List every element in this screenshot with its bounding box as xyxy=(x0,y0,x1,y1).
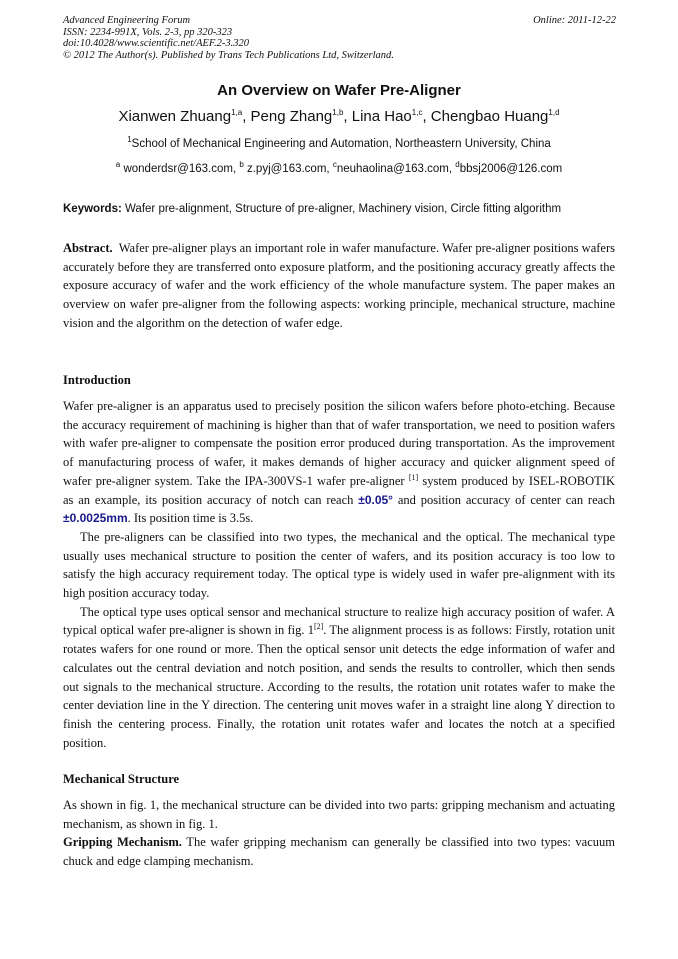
gripping-text: The wafer gripping mechanism can generally be classified into two types: vacuum chuck and edge clamping mechanism. xyxy=(63,835,615,869)
intro-paragraph-2: The pre-aligners can be classified into two types, the mechanical and the optical. The mechanical type usually uses mechanical structure to position the center of wafers, and its position accuracy is too low to satisfy the high accuracy requirement today. The optical type is widely used in wafer pre-alignment with its high position accuracy today. xyxy=(63,529,615,601)
email-list: $^a$ wonderdsr@163.com, $^b$ z.pyj@163.com, $^c$neuhaolina@163.com, $^d$bbsj2006@126.com xyxy=(115,160,563,175)
journal-name: Advanced Engineering Forum xyxy=(63,15,191,26)
author-name: Lina Hao xyxy=(351,108,412,125)
issn-line: ISSN: 2234-991X, Vols. 2-3, pp 320-323 xyxy=(63,26,233,38)
center-accuracy-value: ±0.0025mm xyxy=(63,511,128,526)
paper-title: An Overview on Wafer Pre-Aligner xyxy=(217,82,461,99)
keywords xyxy=(63,203,618,215)
keywords-label: Keywords: xyxy=(63,203,122,215)
mech-paragraph-2 xyxy=(63,833,615,870)
intro-p1-text: and position accuracy of center can reach xyxy=(392,492,615,507)
intro-p1-text: . Its position time is 3.5s. xyxy=(127,511,254,526)
author-sup: 1,b xyxy=(332,108,344,117)
affiliation-sup: 1 xyxy=(127,135,132,145)
abstract-text: Wafer pre-aligner plays an important role in wafer manufacture. Wafer pre-aligner positions wafers accurately before they are transferred onto exposure platform, and the positioning accuracy greatly affects the exposure accuracy of wafer and the work efficiency of the whole manufacture system. The paper makes an overview on wafer pre-aligner from the following aspects: working principle, mechanical structure, machine vision and the algorithm on the detection of wafer edge. xyxy=(63,241,615,330)
email-link[interactable]: neuhaolina@163.com xyxy=(336,163,449,175)
email-link[interactable]: z.pyj@163.com xyxy=(246,163,327,175)
journal-header xyxy=(63,15,616,61)
mech-paragraph-1: As shown in fig. 1, the mechanical structure can be divided into two parts: gripping mechanism and actuating mechanism, as shown in fig. 1. xyxy=(63,798,615,831)
author-sup: 1,d xyxy=(548,108,560,117)
notch-accuracy-value: ±0.05° xyxy=(358,492,393,507)
affiliation xyxy=(0,135,678,150)
mechanical-heading: Mechanical Structure xyxy=(63,772,180,786)
online-date: Online: 2011-12-22 xyxy=(533,15,616,26)
citation-ref[interactable]: [1] xyxy=(408,472,419,482)
author-name: Peng Zhang xyxy=(250,108,333,125)
copyright-line: © 2012 The Author(s). Published by Trans Tech Publications Ltd, Switzerland. xyxy=(63,49,394,61)
email-sup: d xyxy=(455,160,460,170)
author-list: Xianwen Zhuang$^{1,a}$, Peng Zhang$^{1,b}$, Lina Hao$^{1,c}$, Chengbao Huang$^{1,d}$ xyxy=(118,108,560,125)
gripping-label: Gripping Mechanism. xyxy=(63,835,182,850)
email-link[interactable]: wonderdsr@163.com xyxy=(123,163,233,175)
intro-paragraph-3 xyxy=(63,603,615,753)
doi-line: doi:10.4028/www.scientific.net/AEF.2-3.320 xyxy=(63,38,249,49)
intro-p3-text: . The alignment process is as follows: Firstly, rotation unit rotates wafers for one round or more. Then the optical sensor unit detects the edge information of wafer and calculates out the central deviation and notch position, and sends the results to controller, which then sends out signals to the mechanical structure. According to the results, the rotation unit rotates wafer to make the center deviation line in the Y direction. The centering unit moves wafer in a straight line along Y direction to finish the centering process. Finally, the rotation unit rotates wafer and locates the notch at a specified position. xyxy=(63,623,615,750)
email-link[interactable]: bbsj2006@126.com xyxy=(459,163,563,175)
intro-paragraph-1 xyxy=(63,397,615,528)
author-name: Xianwen Zhuang xyxy=(118,108,232,125)
email-sup: b xyxy=(239,160,244,170)
author-sup: 1,c xyxy=(411,108,423,117)
abstract-label: Abstract. xyxy=(63,241,113,255)
intro-p3-text: The optical type uses optical sensor and mechanical structure to realize high accuracy position of wafer. A typical optical wafer pre-aligner is shown in fig. 1 xyxy=(63,604,615,638)
introduction-heading: Introduction xyxy=(63,373,131,387)
abstract xyxy=(63,239,615,333)
email-sup: c xyxy=(332,160,337,170)
mechanical-body xyxy=(63,796,615,871)
intro-p1-text: Wafer pre-aligner is an apparatus used to precisely position the silicon wafers before photo-etching. Because the accuracy requirement of machining is higher than that of wafer transportation, we need to position wafers with wafer pre-aligner to compensate the position error produced during transportation. As the improvement of manufacturing process of wafer, it makes demands of higher accuracy and quicker alignment speed of wafer pre-aligner system. Take the IPA-300VS-1 wafer pre-aligner xyxy=(63,399,615,488)
author-name: Chengbao Huang xyxy=(430,108,549,125)
intro-p1-text: system produced by ISEL-ROBOTIK as an example, its position accuracy of notch can reach xyxy=(63,473,615,507)
author-sup: 1,a xyxy=(231,108,243,117)
email-sup: a xyxy=(115,160,121,170)
keywords-text: Wafer pre-alignment, Structure of pre-aligner, Machinery vision, Circle fitting algorithm xyxy=(125,203,562,215)
citation-ref[interactable]: [2] xyxy=(313,622,324,632)
introduction-body xyxy=(63,397,615,752)
affiliation-text: School of Mechanical Engineering and Automation, Northeastern University, China xyxy=(131,138,551,150)
